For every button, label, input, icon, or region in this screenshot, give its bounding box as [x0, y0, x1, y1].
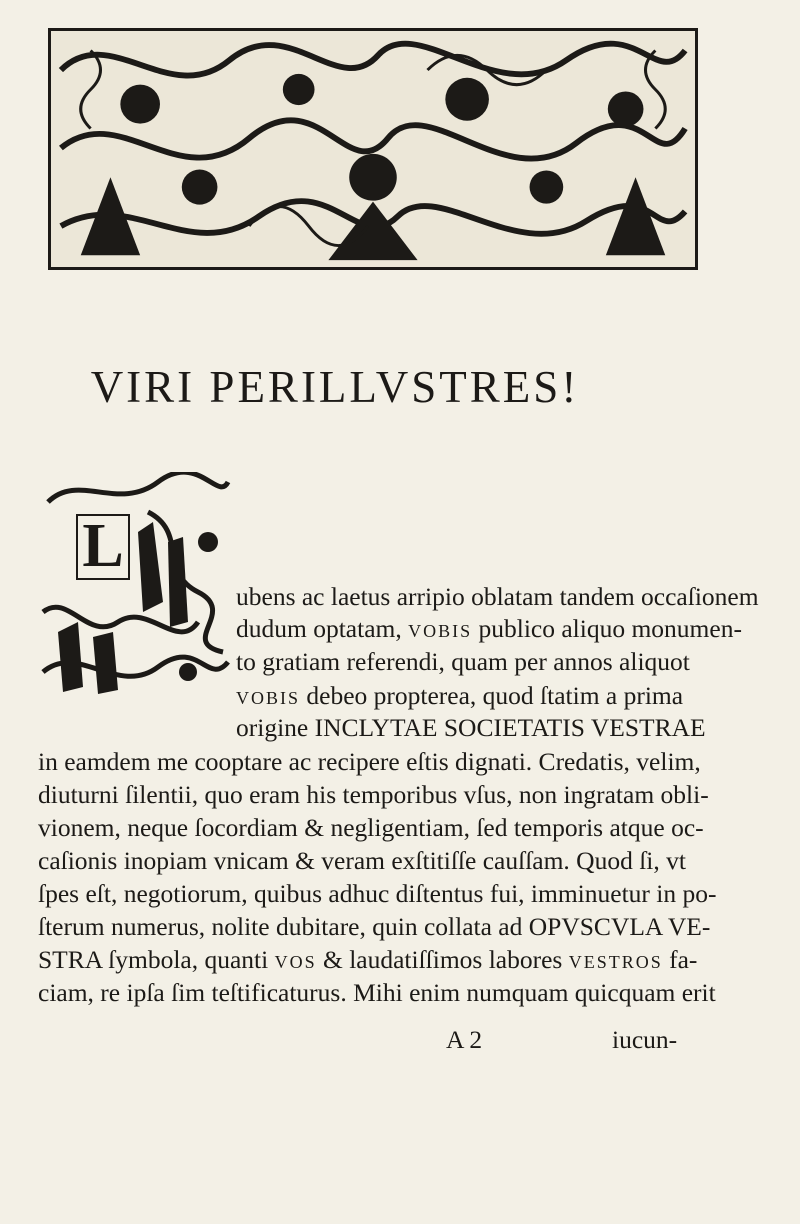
page-title: VIRI PERILLVSTRES!: [90, 362, 580, 412]
text-line: [236, 613, 742, 644]
text-line: diuturni ſilentii, quo eram his temporibus vſus, non ingratam obli-: [38, 780, 709, 809]
text-span: STRA ſymbola, quanti: [38, 945, 269, 974]
small-caps-word: vestros: [568, 945, 663, 974]
text-line: ubens ac laetus arripio oblatam tandem occaſionem: [236, 582, 759, 611]
decorated-initial: [38, 472, 234, 700]
text-span: debeo propterea, quod ſtatim a prima: [306, 681, 684, 710]
catchword: iucun-: [612, 1025, 678, 1054]
text-line: ſpes eſt, negotiorum, quibus adhuc diſtentus fui, imminuetur in po-: [38, 879, 717, 908]
text-line: ciam, re ipſa ſim teſtificaturus. Mihi enim numquam quicquam erit: [38, 978, 716, 1007]
ornamental-headpiece-icon: [51, 31, 695, 267]
text-span: publico aliquo monumen-: [478, 614, 742, 643]
small-caps-word: vobis: [408, 614, 473, 643]
text-line: to gratiam referendi, quam per annos aliquot: [236, 647, 690, 676]
text-line: [236, 680, 683, 711]
text-line: origine INCLYTAE SOCIETATIS VESTRAE: [236, 713, 706, 742]
text-line: [38, 944, 697, 975]
text-span: fa-: [669, 945, 698, 974]
ornamental-headpiece: [48, 28, 698, 270]
text-line: caſionis inopiam vnicam & veram exſtitiſſe cauſſam. Quod ſi, vt: [38, 846, 686, 875]
small-caps-word: vos: [274, 945, 317, 974]
text-line: in eamdem me cooptare ac recipere eſtis dignati. Credatis, velim,: [38, 747, 701, 776]
decorated-initial-icon: [38, 472, 234, 700]
text-span: & laudatiſſimos labores: [322, 945, 563, 974]
text-line: vionem, neque ſocordiam & negligentiam, ſed temporis atque oc-: [38, 813, 704, 842]
small-caps-word: vobis: [236, 681, 301, 710]
signature-mark: A 2: [446, 1025, 483, 1054]
text-line: ſterum numerus, nolite dubitare, quin collata ad OPVSCVLA VE-: [38, 912, 711, 941]
initial-letter: L: [76, 514, 130, 580]
text-span: dudum optatam,: [236, 614, 402, 643]
